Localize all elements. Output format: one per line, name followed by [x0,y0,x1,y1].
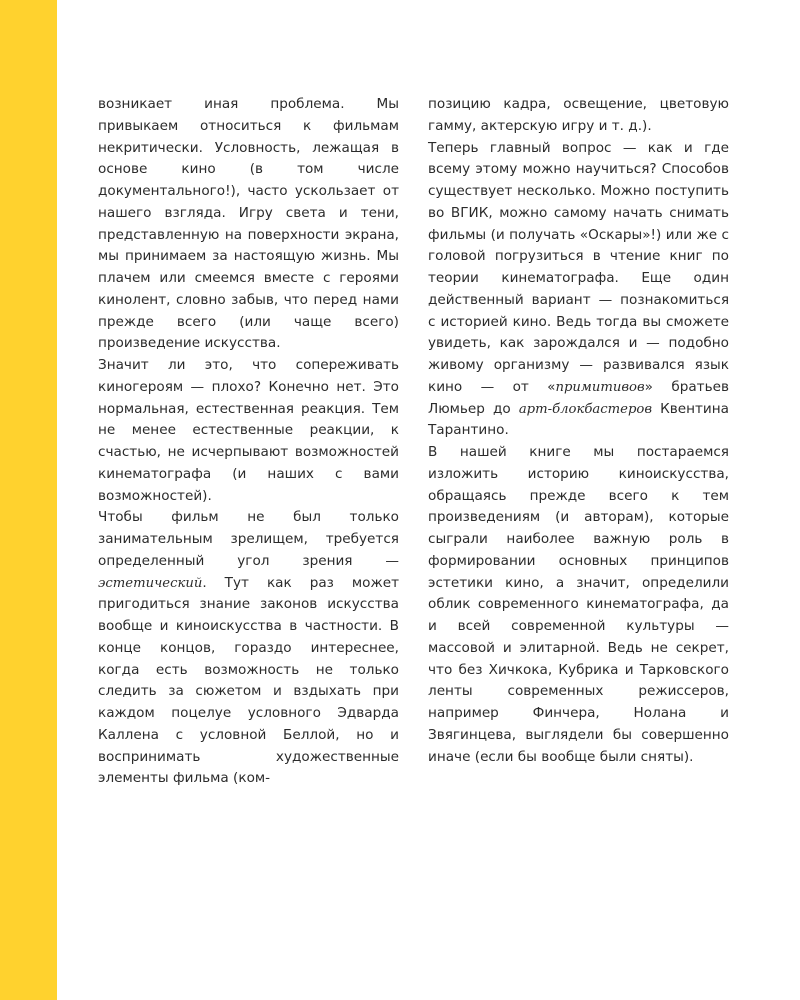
term-primitives: примитивов [555,379,645,395]
term-aesthetic: эстетический [98,575,203,591]
paragraph: Значит ли это, что сопереживать киногероям — плохо? Конечно нет. Это нормальная, естественная реакция. Тем не менее естественные реакции, к счастью, не исчерпывают возможностей кинематографа (и наших с вами возможностей). [98,357,399,504]
text-run: » братьев Люмьер до [428,378,729,417]
text-run: . Тут как раз может пригодиться знание законов искусства вообще и киноискусства в частности. В конце концов, гораздо интереснее, когда есть возможность не только следить за сюжетом и вздыхать при каждом поцелуе условного Эдварда Каллена с условной Беллой, но и воспринимать художественные элементы фильма (ком- [98,574,399,787]
yellow-edge-stripe [0,0,57,1000]
right-text-column [428,94,729,768]
text-run: Чтобы фильм не был только занимательным зрелищем, требуется определенный угол зрения — [98,509,399,569]
paragraph: В нашей книге мы постараемся изложить историю киноискусства, обращаясь прежде всего к тем произведениям (и авторам), которые сыграли наиболее важную роль в формировании основных принципов эстетики кино, а значит, определили облик современного кинематографа, да и всей современной культуры — массовой и элитарной. Ведь не секрет, что без Хичкока, Кубрика и Тарковского ленты современных режиссеров, например Финчера, Нолана и Звягинцева, выглядели бы совершенно иначе (если бы вообще были сняты). [428,444,729,765]
left-text-column [98,94,399,790]
paragraph [428,138,729,443]
paragraph: возникает иная проблема. Мы привыкаем относиться к фильмам некритически. Условность, лежащая в основе кино (в том числе документального!), часто ускользает от нашего взгляда. Игру света и тени, представленную на поверхности экрана, мы принимаем за настоящую жизнь. Мы плачем или смеемся вместе с героями кинолент, словно забыв, что перед нами прежде всего (или чаще всего) произведение искусства. [98,96,399,352]
term-art-blockbusters: арт-блокбастеров [518,401,653,417]
text-run: Квентина Тарантино. [428,400,729,439]
paragraph: позицию кадра, освещение, цветовую гамму, актерскую игру и т. д.). [428,96,729,134]
text-run: Теперь главный вопрос — как и где всему этому можно научиться? Способов существует несколько. Можно поступить во ВГИК, можно самому начать снимать фильмы (и получать «Оскары»!) или же с головой погрузиться в чтение книг по теории кинематографа. Еще один действенный вариант — познакомиться с историей кино. Ведь тогда вы сможете увидеть, как зарождался и — подобно живому организму — развивался язык кино — от « [428,139,729,395]
paragraph [98,507,399,790]
